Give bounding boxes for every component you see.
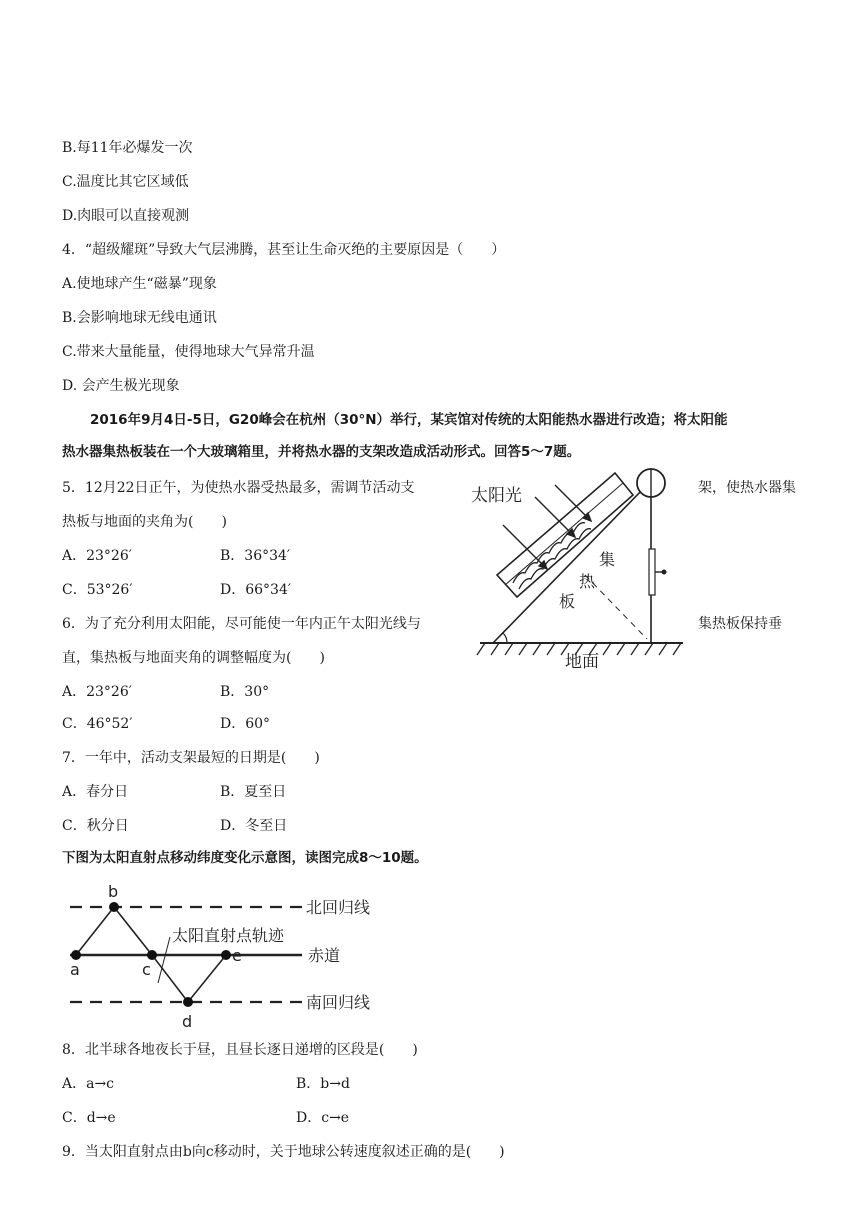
point-c-marker [147,950,157,960]
track-label: 太阳直射点轨迹 [172,926,285,945]
q8-option-b: B．b→d [296,1076,350,1092]
point-a-label: a [70,960,80,979]
passage-line-1: 2016年9月4日-5日，G20峰会在杭州（30°N）举行，某宾馆对传统的太阳能热水器进行改造；将太阳能 [90,412,728,428]
q7-option-c: C．秋分日 [62,818,129,834]
ground-label: 地面 [565,652,599,672]
point-e-label: e [232,946,242,965]
q7-option-d: D．冬至日 [220,818,288,834]
q6-option-b: B．30° [220,684,270,700]
point-a-marker [71,950,81,960]
question-6-stem: 6．为了充分利用太阳能，尽可能使一年内正午太阳光线与 [62,616,421,632]
option-line: B.会影响地球无线电通讯 [62,310,217,326]
question-4-stem: 4．“超级耀斑”导致大气层沸腾，甚至让生命灭绝的主要原因是（ ） [62,242,506,258]
q8-option-d: D．c→e [296,1110,350,1126]
panel-label-1: 集 [599,550,616,569]
south-tropic-label: 南回归线 [306,993,371,1012]
equator-label: 赤道 [308,946,341,965]
q8-option-a: A．a→c [62,1076,115,1092]
section-intro: 下图为太阳直射点移动纬度变化示意图，读图完成8～10题。 [62,850,428,866]
question-5-stem: 5．12月22日正午，为使热水器受热最多，需调节活动支 [62,480,415,496]
sunlight-label: 太阳光 [471,486,522,506]
q5-option-d: D．66°34′ [220,582,292,598]
question-8-stem: 8．北半球各地夜长于昼，且昼长逐日递增的区段是( ) [62,1042,418,1058]
option-line: D.肉眼可以直接观测 [62,208,190,224]
north-tropic-label: 北回归线 [306,898,371,917]
q7-option-b: B．夏至日 [220,784,287,800]
option-line: C.带来大量能量，使得地球大气异常升温 [62,344,315,360]
passage-line-2: 热水器集热板装在一个大玻璃箱里，并将热水器的支架改造成活动形式。回答5～7题。 [62,444,581,460]
option-line: C.温度比其它区域低 [62,174,189,190]
q5-option-a: A．23°26′ [62,548,132,564]
question-6-stem-right: 集热板保持垂 [698,616,782,632]
point-c-label: c [142,960,151,979]
option-line: B.每11年必爆发一次 [62,140,193,156]
q5-option-c: C．53°26′ [62,582,133,598]
subsolar-point-figure [62,875,402,1035]
question-5-stem-right: 架，使热水器集 [698,480,796,496]
q6-option-c: C．46°52′ [62,716,133,732]
q8-option-c: C．d→e [62,1110,116,1126]
question-9-stem: 9．当太阳直射点由b向c移动时，关于地球公转速度叙述正确的是( ) [62,1144,505,1160]
point-d-marker [183,997,193,1007]
question-6-stem-2: 直，集热板与地面夹角的调整幅度为( ) [62,650,325,666]
q7-option-a: A．春分日 [62,784,129,800]
option-line: A.使地球产生“磁暴”现象 [62,276,217,292]
point-e-marker [221,950,231,960]
q5-option-b: B．36°34′ [220,548,291,564]
q6-option-d: D．60° [220,716,271,732]
q6-option-a: A．23°26′ [62,684,132,700]
panel-label-2: 热 [579,572,596,591]
option-line: D. 会产生极光现象 [62,378,180,394]
question-5-stem-2: 热板与地面的夹角为( ) [62,514,227,530]
solar-heater-figure [455,465,690,675]
point-b-marker [109,902,119,912]
point-d-label: d [182,1012,193,1031]
point-b-label: b [108,882,119,901]
panel-label-3: 板 [559,592,576,611]
question-7-stem: 7．一年中，活动支架最短的日期是( ) [62,750,320,766]
